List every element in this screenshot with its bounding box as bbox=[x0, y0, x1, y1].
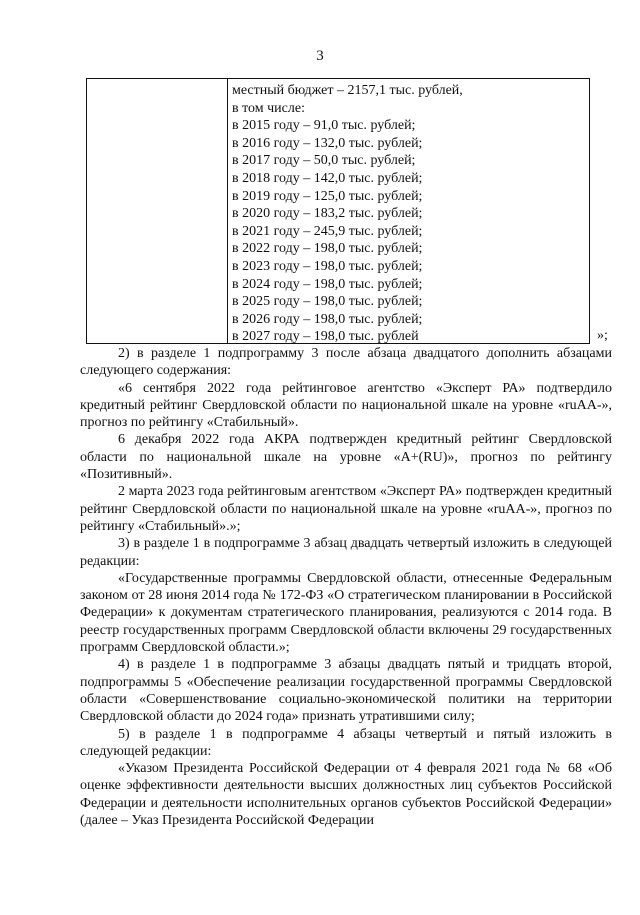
table-column-divider bbox=[227, 79, 228, 343]
document-body bbox=[80, 345, 612, 829]
table-line: в 2024 году – 198,0 тыс. рублей; bbox=[232, 276, 423, 292]
table-line: в 2017 году – 50,0 тыс. рублей; bbox=[232, 153, 416, 169]
table-line: в 2022 году – 198,0 тыс. рублей; bbox=[232, 241, 423, 257]
table-line: в том числе: bbox=[232, 100, 305, 116]
table-line: в 2020 году – 183,2 тыс. рублей; bbox=[232, 206, 423, 222]
table-line: в 2016 году – 132,0 тыс. рублей; bbox=[232, 135, 423, 151]
table-line: в 2026 году – 198,0 тыс. рублей; bbox=[232, 311, 423, 327]
paragraph-item-5: 5) в разделе 1 в подпрограмме 4 абзацы четвертый и пятый изложить в следующей редакции: bbox=[80, 726, 612, 759]
table-line: в 2015 году – 91,0 тыс. рублей; bbox=[232, 118, 416, 134]
paragraph-quote-akra-2022: 6 декабря 2022 года АКРА подтвержден кредитный рейтинг Свердловской области по национальной шкале на уровне «A+(RU)», прогноз по рейтингу «Позитивный». bbox=[80, 432, 612, 483]
paragraph-item-2: 2) в разделе 1 подпрограмму 3 после абзаца двадцатого дополнить абзацами следующего содержания: bbox=[80, 346, 612, 379]
funding-table bbox=[86, 78, 590, 344]
table-cell-funding bbox=[232, 82, 585, 346]
table-line: в 2021 году – 245,9 тыс. рублей; bbox=[232, 223, 423, 239]
table-line: в 2025 году – 198,0 тыс. рублей; bbox=[232, 294, 423, 310]
paragraph-quote-decree: «Указом Президента Российской Федерации от 4 февраля 2021 года № 68 «Об оценке эффективности деятельности высших должностных лиц субъектов Российской Федерации и деятельности исполнительных органов субъектов Российской Федерации» (далее – Указ Президента Российской Федерации bbox=[80, 761, 612, 829]
paragraph-item-3: 3) в разделе 1 в подпрограмме 3 абзац двадцать четвертый изложить в следующей редакции: bbox=[80, 536, 612, 569]
table-closing-mark: »; bbox=[597, 328, 608, 343]
table-line: в 2023 году – 198,0 тыс. рублей; bbox=[232, 258, 423, 274]
paragraph-quote-state-programs: «Государственные программы Свердловской области, отнесенные Федеральным законом от 28 июня 2014 года № 172-ФЗ «О стратегическом планировании в Российской Федерации» к документам стратегического планирования, реализуются с 2014 года. В реестр государственных программ Свердловской области включены 29 государственных программ Свердловской области.»; bbox=[80, 570, 612, 656]
paragraph-item-4: 4) в разделе 1 в подпрограмме 3 абзацы двадцать пятый и тридцать второй, подпрограммы 5 «Обеспечение реализации государственной программы Свердловской области «Совершенствование социально-экономической политики на территории Свердловской области до 2024 года» признать утратившими силу; bbox=[80, 657, 612, 725]
page-number: 3 bbox=[316, 48, 324, 64]
paragraph-quote-expert-ra-2023: 2 марта 2023 года рейтинговым агентством «Эксперт РА» подтвержден кредитный рейтинг Свердловской области по национальной шкале на уровне «ruAA-», прогноз по рейтингу «Стабильный».»; bbox=[80, 484, 612, 534]
table-line: в 2027 году – 198,0 тыс. рублей bbox=[232, 329, 419, 345]
table-line: в 2018 году – 142,0 тыс. рублей; bbox=[232, 170, 423, 186]
table-line: в 2019 году – 125,0 тыс. рублей; bbox=[232, 188, 423, 204]
table-line: местный бюджет – 2157,1 тыс. рублей, bbox=[232, 83, 463, 98]
paragraph-quote-expert-ra-2022: «6 сентября 2022 года рейтинговое агентство «Эксперт РА» подтвердило кредитный рейтинг Свердловской области по национальной шкале на уровне «ruAA-», прогноз по рейтингу «Стабильный». bbox=[80, 380, 612, 431]
